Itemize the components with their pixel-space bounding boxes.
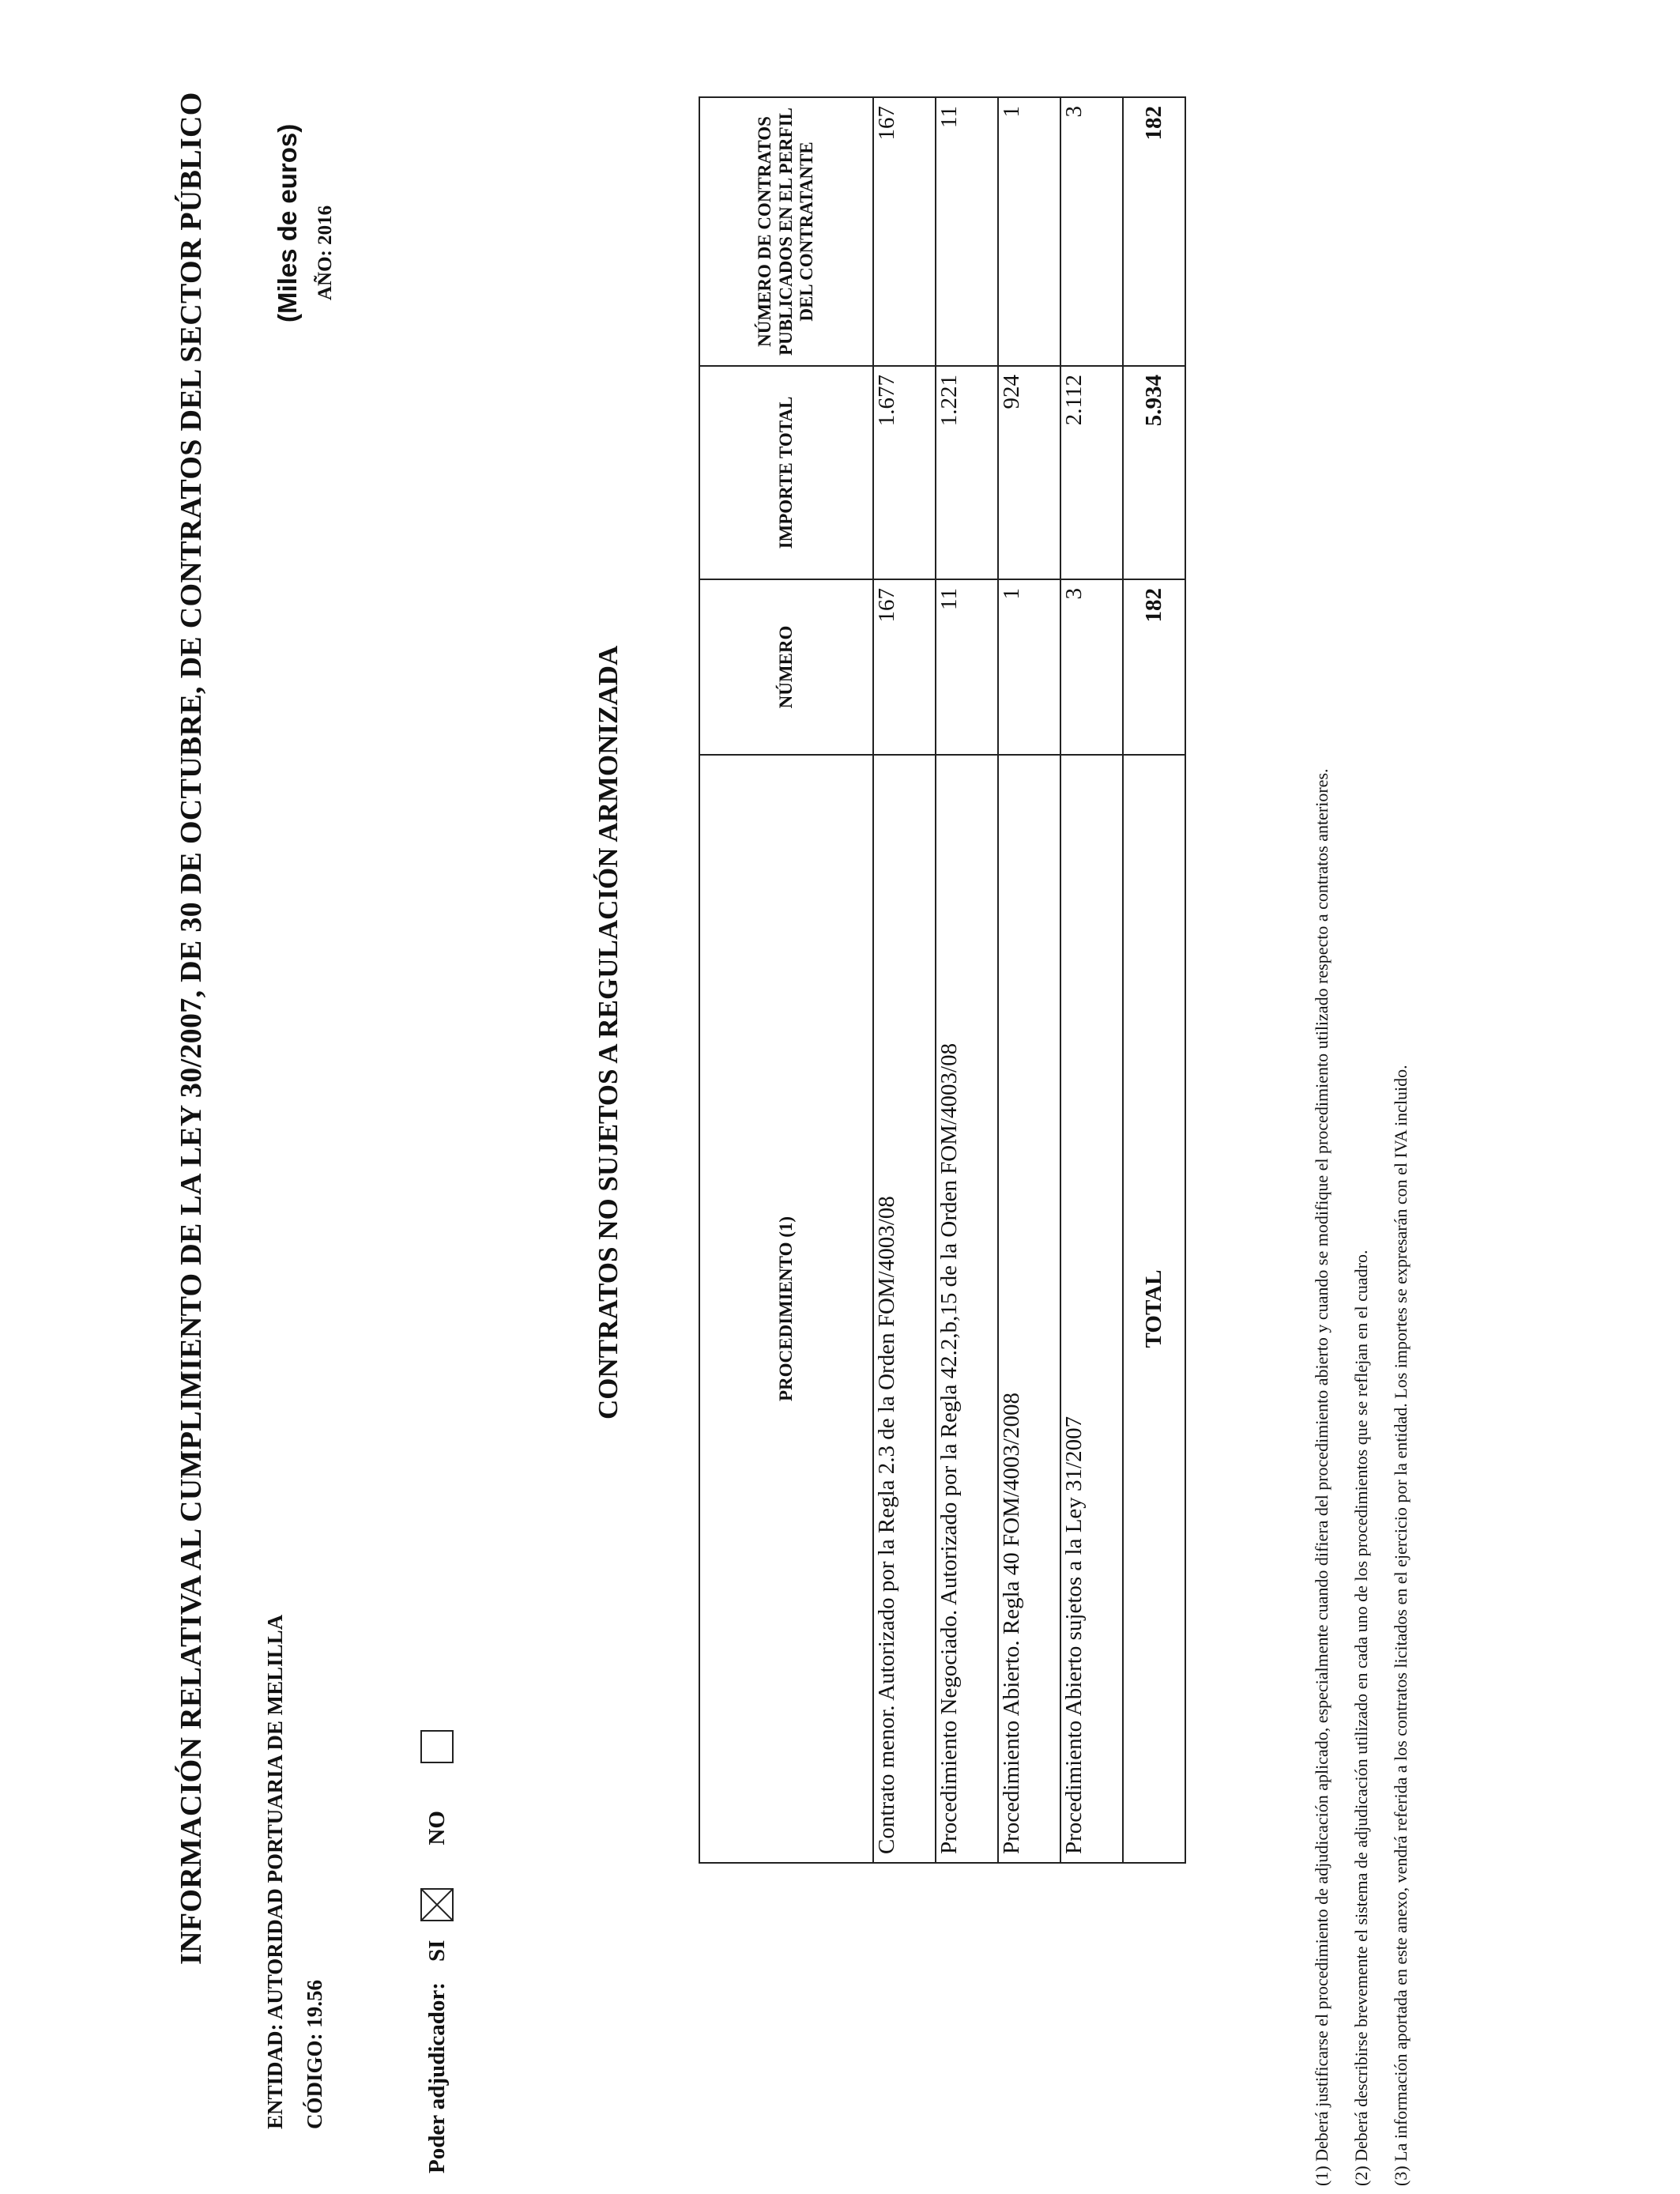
poder-adjudicador [417,1730,457,2173]
cell-importe: 1.221 [936,366,998,579]
units-label: (Miles de euros) [273,123,302,322]
si-label: SI [424,1940,450,1962]
total-label: TOTAL [1123,755,1185,1863]
no-checkbox[interactable] [420,1730,454,1763]
footnote-3: (3) La información aportada en este anexo, vendrá referida a los contratos licitados en el ejercicio por la entidad. Los importes se expresarán con el IVA incluido. [1391,1065,1411,2186]
document-title: INFORMACIÓN RELATIVA AL CUMPLIMIENTO DE LA LEY 30/2007, DE 30 DE OCTUBRE, DE CONTRATOS DEL SECTOR PÚBLICO [175,92,208,1965]
cell-numero: 167 [873,579,936,755]
footnote-1: (1) Deberá justificarse el procedimiento de adjudicación aplicado, especialmente cuando difiera del procedimiento abierto y cuando se modifique el procedimiento utilizado respecto a contratos anteriores. [1312,768,1332,2186]
cell-importe: 1.677 [873,366,936,579]
table-row [936,97,998,1863]
code-label: CÓDIGO: 19.56 [303,1980,326,2129]
header-publicados: NÚMERO DE CONTRATOS PUBLICADOS EN EL PERFIL DEL CONTRATANTE [699,97,873,366]
cell-publicados: 1 [998,97,1060,366]
footnote-2: (2) Deberá describirse brevemente el sistema de adjudicación utilizado en cada uno de los procedimientos que se reflejan en el cuadro. [1351,1250,1371,2186]
cell-publicados: 11 [936,97,998,366]
cell-publicados: 3 [1060,97,1123,366]
cell-procedimiento: Contrato menor. Autorizado por la Regla 2.3 de la Orden FOM/4003/08 [873,755,936,1863]
header-numero: NÚMERO [699,579,873,755]
table-header-row [699,97,873,1863]
table-row [1060,97,1123,1863]
cell-numero: 11 [936,579,998,755]
table-total-row [1123,97,1185,1863]
header-importe: IMPORTE TOTAL [699,366,873,579]
header-procedimiento: PROCEDIMIENTO (1) [699,755,873,1863]
cell-numero: 3 [1060,579,1123,755]
total-numero: 182 [1123,579,1185,755]
contracts-table [699,96,1186,1864]
poder-adjudicador-label: Poder adjudicador: [424,1982,450,2173]
cell-importe: 924 [998,366,1060,579]
cell-importe: 2.112 [1060,366,1123,579]
section-title: CONTRATOS NO SUJETOS A REGULACIÓN ARMONIZADA [593,645,623,1419]
cell-numero: 1 [998,579,1060,755]
table-row [873,97,936,1863]
table-row [998,97,1060,1863]
year-label: AÑO: 2016 [315,205,336,300]
cell-publicados: 167 [873,97,936,366]
no-label: NO [424,1811,450,1845]
si-checkbox[interactable] [420,1888,454,1921]
cell-procedimiento: Procedimiento Abierto sujetos a la Ley 31/2007 [1060,755,1123,1863]
entity-label: ENTIDAD: AUTORIDAD PORTUARIA DE MELILLA [263,1614,287,2129]
total-importe: 5.934 [1123,366,1185,579]
cell-procedimiento: Procedimiento Abierto. Regla 40 FOM/4003/2008 [998,755,1060,1863]
total-publicados: 182 [1123,97,1185,366]
cell-procedimiento: Procedimiento Negociado. Autorizado por la Regla 42.2,b,15 de la Orden FOM/4003/08 [936,755,998,1863]
